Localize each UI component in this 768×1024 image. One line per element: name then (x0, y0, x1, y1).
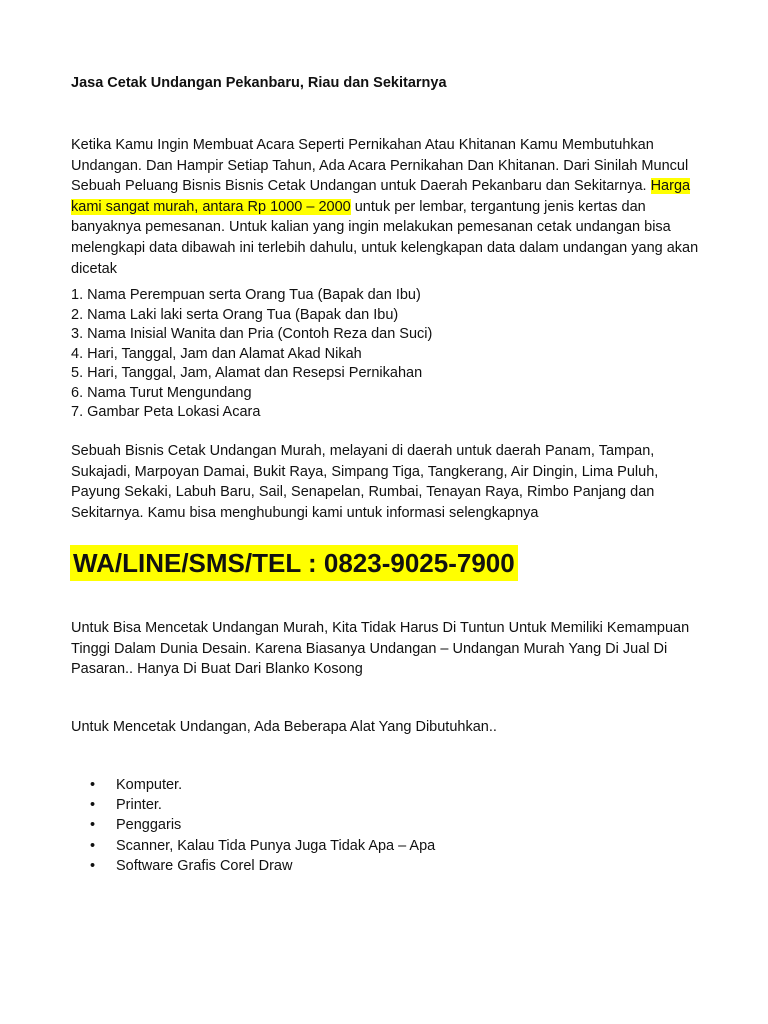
list-item: • Komputer. (71, 775, 701, 795)
tools-intro: Untuk Mencetak Undangan, Ada Beberapa Alat Yang Dibutuhkan.. (71, 719, 497, 735)
bullet-icon: • (90, 817, 96, 834)
list-item: 6. Nama Turut Mengundang (71, 384, 252, 401)
list-item: • Penggaris (71, 815, 701, 835)
required-data-list (71, 286, 701, 423)
list-item: 5. Hari, Tanggal, Jam, Alamat dan Resepsi Pernikahan (71, 365, 423, 381)
bullet-icon: • (90, 797, 96, 814)
bullet-icon: • (90, 777, 96, 793)
tools-list (71, 775, 701, 876)
intro-paragraph (71, 135, 701, 279)
intro-text-start: Ketika Kamu Ingin Membuat Acara Seperti Pernikahan Atau Khitanan Kamu Membutuhkan Undangan. Dan Hampir Setiap Tahun, Ada Acara Pernikahan Dan Khitanan. Dari Sinilah Muncul Sebuah Peluang Bisnis Bisnis Cetak Undangan untuk Daerah Pekanbaru dan Sekitarnya. (71, 137, 689, 195)
list-item: 2. Nama Laki laki serta Orang Tua (Bapak dan Ibu) (71, 306, 399, 323)
list-item: 3. Nama Inisial Wanita dan Pria (Contoh Reza dan Suci) (71, 326, 433, 342)
list-item: • Printer. (71, 795, 701, 815)
design-paragraph: Untuk Bisa Mencetak Undangan Murah, Kita Tidak Harus Di Tuntun Untuk Memiliki Kemampuan Tinggi Dalam Dunia Desain. Karena Biasanya Undangan – Undangan Murah Yang Di Jual Di Pasaran.. Hanya Di Buat Dari Blanko Kosong (71, 620, 690, 678)
bullet-icon: • (90, 857, 96, 874)
list-item: 4. Hari, Tanggal, Jam dan Alamat Akad Nikah (71, 345, 362, 362)
contact-phone-banner: WA/LINE/SMS/TEL : 0823-9025-7900 (70, 545, 518, 581)
list-item: 7. Gambar Peta Lokasi Acara (71, 404, 261, 420)
intro-text-end: untuk per lembar, tergantung jenis kertas dan banyaknya pemesanan. Untuk kalian yang ingin melakukan pemesanan cetak undangan bisa melengkapi data dibawah ini terlebih dahulu, untuk kelengkapan data dalam undangan yang akan dicetak (71, 198, 699, 277)
bullet-icon: • (90, 837, 96, 854)
price-highlight: Harga kami sangat murah, antara Rp 1000 – 2000 (71, 178, 691, 215)
list-item: • Software Grafis Corel Draw (71, 856, 701, 876)
list-item: • Scanner, Kalau Tida Punya Juga Tidak Apa – Apa (71, 836, 701, 856)
document-title: Jasa Cetak Undangan Pekanbaru, Riau dan Sekitarnya (71, 75, 447, 91)
list-item: 1. Nama Perempuan serta Orang Tua (Bapak dan Ibu) (71, 287, 421, 303)
service-area-paragraph: Sebuah Bisnis Cetak Undangan Murah, melayani di daerah untuk daerah Panam, Tampan, Sukajadi, Marpoyan Damai, Bukit Raya, Simpang Tiga, Tangkerang, Air Dingin, Lima Puluh, Payung Sekaki, Labuh Baru, Sail, Senapelan, Rumbai, Tenayan Raya, Rimbo Panjang dan Sekitarnya. Kamu bisa menghubungi kami untuk informasi selengkapnya (71, 443, 659, 521)
